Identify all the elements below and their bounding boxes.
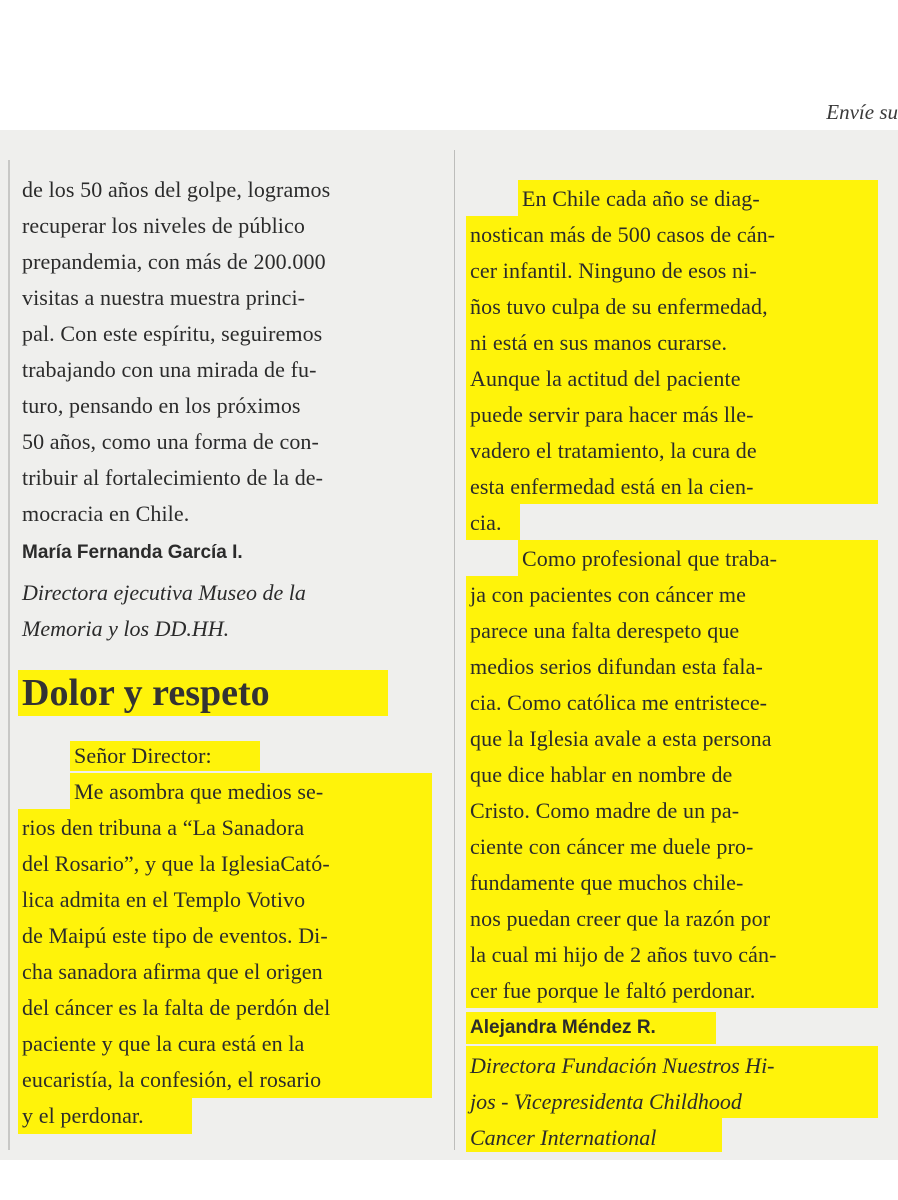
section-header-tag: Envíe su xyxy=(826,100,898,124)
text-line: nostican más de 500 casos de cán- xyxy=(470,222,776,247)
text-line: esta enfermedad está en la cien- xyxy=(470,474,754,499)
text-line: ciente con cáncer me duele pro- xyxy=(470,834,754,859)
text-line: que dice hablar en nombre de xyxy=(470,762,733,787)
text-line: Me asombra que medios se- xyxy=(74,779,324,804)
text-line: ja con pacientes con cáncer me xyxy=(470,582,747,607)
text-line: visitas a nuestra muestra princi- xyxy=(22,285,306,310)
letter-signer-role: Directora Fundación Nuestros Hi- xyxy=(470,1053,775,1078)
text-line: de Maipú este tipo de eventos. Di- xyxy=(22,923,328,948)
previous-letter-role: Directora ejecutiva Museo de la xyxy=(22,580,306,605)
text-line: recuperar los niveles de público xyxy=(22,213,305,238)
text-line: rios den tribuna a “La Sanadora xyxy=(22,815,305,840)
text-line: turo, pensando en los próximos xyxy=(22,393,301,418)
text-line: 50 años, como una forma de con- xyxy=(22,429,319,454)
letter-headline: Dolor y respeto xyxy=(22,672,270,714)
text-line: puede servir para hacer más lle- xyxy=(470,402,754,427)
text-line: del cáncer es la falta de perdón del xyxy=(22,995,331,1020)
text-line: de los 50 años del golpe, logramos xyxy=(22,177,331,202)
top-margin xyxy=(0,0,898,130)
text-line: pal. Con este espíritu, seguiremos xyxy=(22,321,323,346)
text-line: del Rosario”, y que la IglesiaCató- xyxy=(22,851,330,876)
text-line: nos puedan creer que la razón por xyxy=(470,906,771,931)
previous-letter-signature: María Fernanda García I. xyxy=(22,542,243,563)
text-line: la cual mi hijo de 2 años tuvo cán- xyxy=(470,942,777,967)
text-line: lica admita en el Templo Votivo xyxy=(22,887,306,912)
text-line: Cristo. Como madre de un pa- xyxy=(470,798,740,823)
text-line: Aunque la actitud del paciente xyxy=(470,366,741,391)
left-edge-rule xyxy=(8,160,10,1150)
text-line: cia. xyxy=(470,510,502,535)
previous-letter-role: Memoria y los DD.HH. xyxy=(22,616,230,641)
text-line: eucaristía, la confesión, el rosario xyxy=(22,1067,322,1092)
page-background-patch xyxy=(520,504,880,540)
text-line: y el perdonar. xyxy=(22,1103,144,1128)
text-line: prepandemia, con más de 200.000 xyxy=(22,249,326,274)
text-line: medios serios difundan esta fala- xyxy=(470,654,763,679)
text-line: cha sanadora afirma que el origen xyxy=(22,959,323,984)
page-background-patch xyxy=(722,1118,882,1154)
text-line: cer fue porque le faltó perdonar. xyxy=(470,978,756,1003)
text-line: mocracia en Chile. xyxy=(22,501,190,526)
column-divider xyxy=(454,150,455,1150)
letter-signature: Alejandra Méndez R. xyxy=(470,1017,656,1038)
bottom-margin xyxy=(0,1160,898,1200)
page-background-patch xyxy=(192,1098,432,1134)
text-line: trabajando con una mirada de fu- xyxy=(22,357,317,382)
text-line: vadero el tratamiento, la cura de xyxy=(470,438,757,463)
letter-signer-role: Cancer International xyxy=(470,1125,657,1150)
text-line: cia. Como católica me entristece- xyxy=(470,690,768,715)
text-line: parece una falta derespeto que xyxy=(470,618,740,643)
text-line: paciente y que la cura está en la xyxy=(22,1031,305,1056)
text-line: cer infantil. Ninguno de esos ni- xyxy=(470,258,757,283)
text-line: tribuir al fortalecimiento de la de- xyxy=(22,465,324,490)
text-line: que la Iglesia avale a esta persona xyxy=(470,726,772,751)
text-line: fundamente que muchos chile- xyxy=(470,870,744,895)
text-line: En Chile cada año se diag- xyxy=(522,186,760,211)
salutation: Señor Director: xyxy=(74,743,212,768)
text-line: ni está en sus manos curarse. xyxy=(470,330,728,355)
text-line: ños tuvo culpa de su enfermedad, xyxy=(470,294,768,319)
text-line: Como profesional que traba- xyxy=(522,546,778,571)
letter-signer-role: jos - Vicepresidenta Childhood xyxy=(470,1089,742,1114)
